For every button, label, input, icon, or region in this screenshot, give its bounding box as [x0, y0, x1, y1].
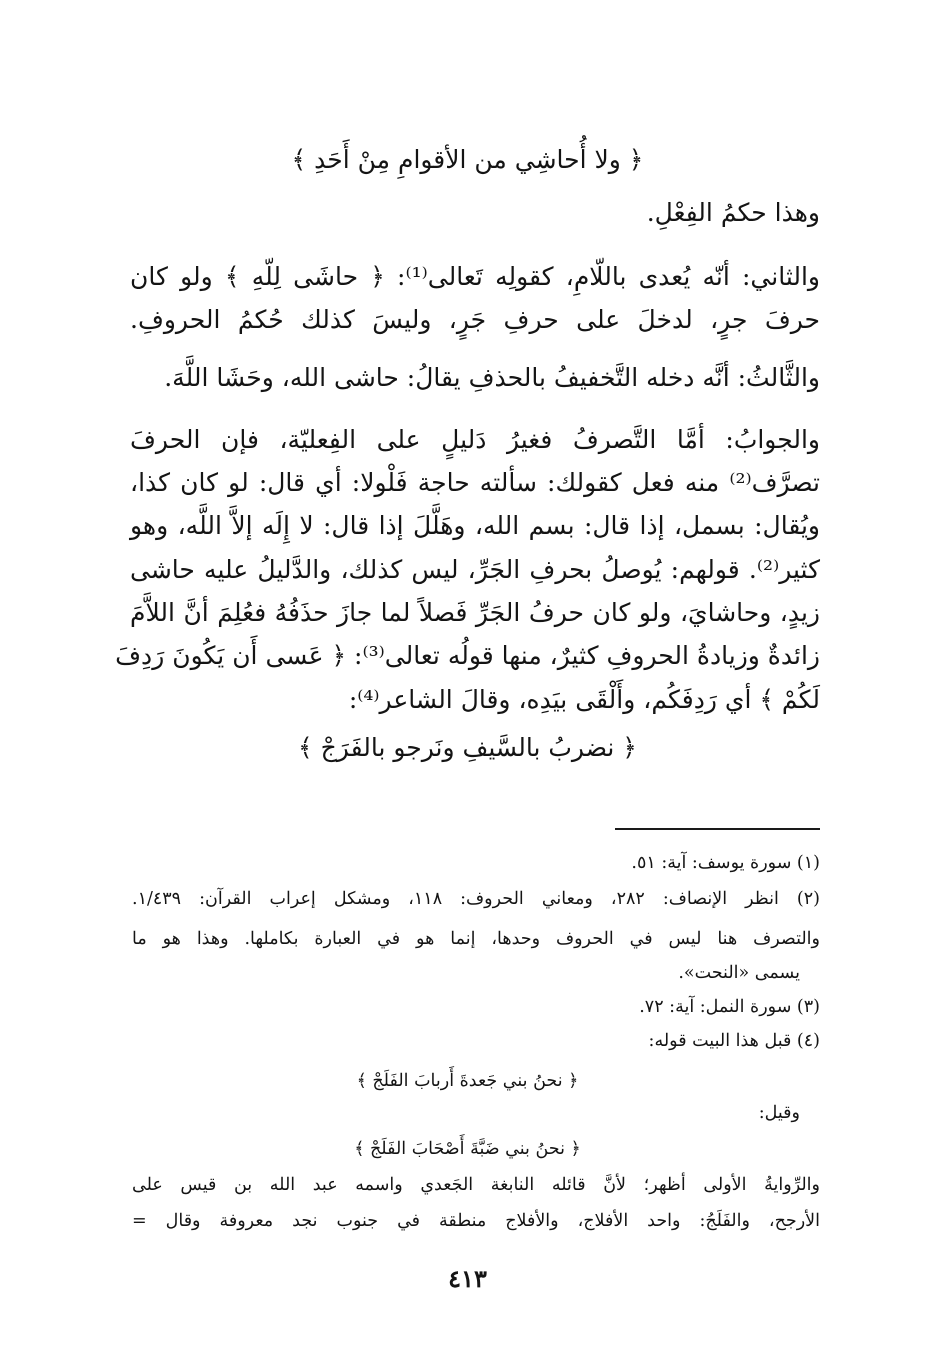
- body-line-8: كثير⁽²⁾. قولهم: يُوصلُ بحرفِ الجَرِّ، ليس كذلك، والدَّليلُ عليه حاشى: [130, 555, 820, 584]
- footnote-4-verse-1: ﴿ نحنُ بني جَعدةَ أَربابَ الفَلَجْ ﴾: [356, 1071, 579, 1091]
- body-line-11: لَكُمْ ﴾ أي رَدِفَكُم، وأَلْقَى بيَدِه، وقالَ الشاعر⁽⁴⁾:: [348, 685, 820, 714]
- body-line-2: والثاني: أنّه يُعدى باللّامِ، كقولِه تَعالى⁽¹⁾: ﴿ حاشَى لِلّهِ ﴾ ولو كان: [130, 262, 820, 291]
- footnote-separator: [615, 828, 820, 830]
- verse-line-1: ﴿ ولا أُحاشِي من الأقوامِ مِنْ أَحَدِ ﴾: [291, 145, 644, 174]
- body-line-5: والجوابُ: أمَّا التَّصرفُ فغيرُ دَليلٍ على الفِعليّة، فإن الحرفَ: [130, 425, 820, 454]
- footnote-2-line-2: والتصرف هنا ليس في الحروف وحدها، إنما هو في العبارة بكاملها. وهذا هو ما: [132, 929, 820, 949]
- footnote-4-line-3: والرِّوايةُ الأولى أظهر؛ لأنَّ قائله النابغة الجَعدي واسمه عبد الله بن قيس على: [132, 1175, 820, 1195]
- body-line-10: زائدةٌ وزيادةُ الحروفِ كثيرٌ، منها قولُه تعالى⁽³⁾: ﴿ عَسى أَن يَكُونَ رَدِفَ: [115, 641, 820, 670]
- footnote-4-verse-2: ﴿ نحنُ بني ضَبَّةَ أَصْحَابَ الفَلَجْ ﴾: [354, 1139, 581, 1159]
- footnote-1: (١) سورة يوسف: آية: ٥١.: [631, 853, 820, 873]
- body-line-1: وهذا حكمُ الفِعْلِ.: [646, 198, 820, 227]
- footnote-2-line-3: يسمى «النحت».: [678, 963, 800, 983]
- body-line-6: تصرَّف⁽²⁾ منه فعل كقولك: سألته حاجة فَلْولا: أي قال: لو كان كذا،: [130, 468, 820, 497]
- verse-line-2: ﴿ نضربُ بالسَّيفِ ونَرجو بالفَرَجْ ﴾: [298, 733, 637, 762]
- body-line-9: زيدٍ، وحاشايَ، ولو كان حرفُ الجَرِّ فَصلاً لما جازَ حذَفُهُ فعُلِمَ أنَّ اللاَّمَ: [130, 598, 820, 627]
- body-line-4: والثَّالثُ: أنَّه دخله التَّخفيفُ بالحذفِ يقالُ: حاشى الله، وحَشَا اللَّهَ.: [164, 363, 820, 392]
- page-number: ٤١٣: [448, 1264, 487, 1293]
- footnote-4-line-1: (٤) قبل هذا البيت قوله:: [648, 1031, 820, 1051]
- body-line-7: ويُقال: بسمل، إذا قال: بسم الله، وهَلَّلَ إذا قال: لا إِلَه إلاَّ اللَّه، وهو: [130, 511, 820, 540]
- footnote-4-line-4: الأرجح، والفَلَجُ: واحد الأفلاج، والأفلاج منطقة في جنوب نجد معروفة وقال =: [132, 1211, 820, 1231]
- footnote-4-line-2: وقيل:: [758, 1103, 800, 1123]
- footnote-3: (٣) سورة النمل: آية: ٧٢.: [639, 997, 820, 1017]
- body-line-3: حرفَ جرٍ، لدخلَ على حرفِ جَرٍ، وليسَ كذلك حُكمُ الحروفِ.: [130, 305, 820, 334]
- footnote-2-line-1: (٢) انظر الإنصاف: ٢٨٢، ومعاني الحروف: ١١٨، ومشكل إعراب القرآن: ١/٤٣٩.: [132, 889, 820, 909]
